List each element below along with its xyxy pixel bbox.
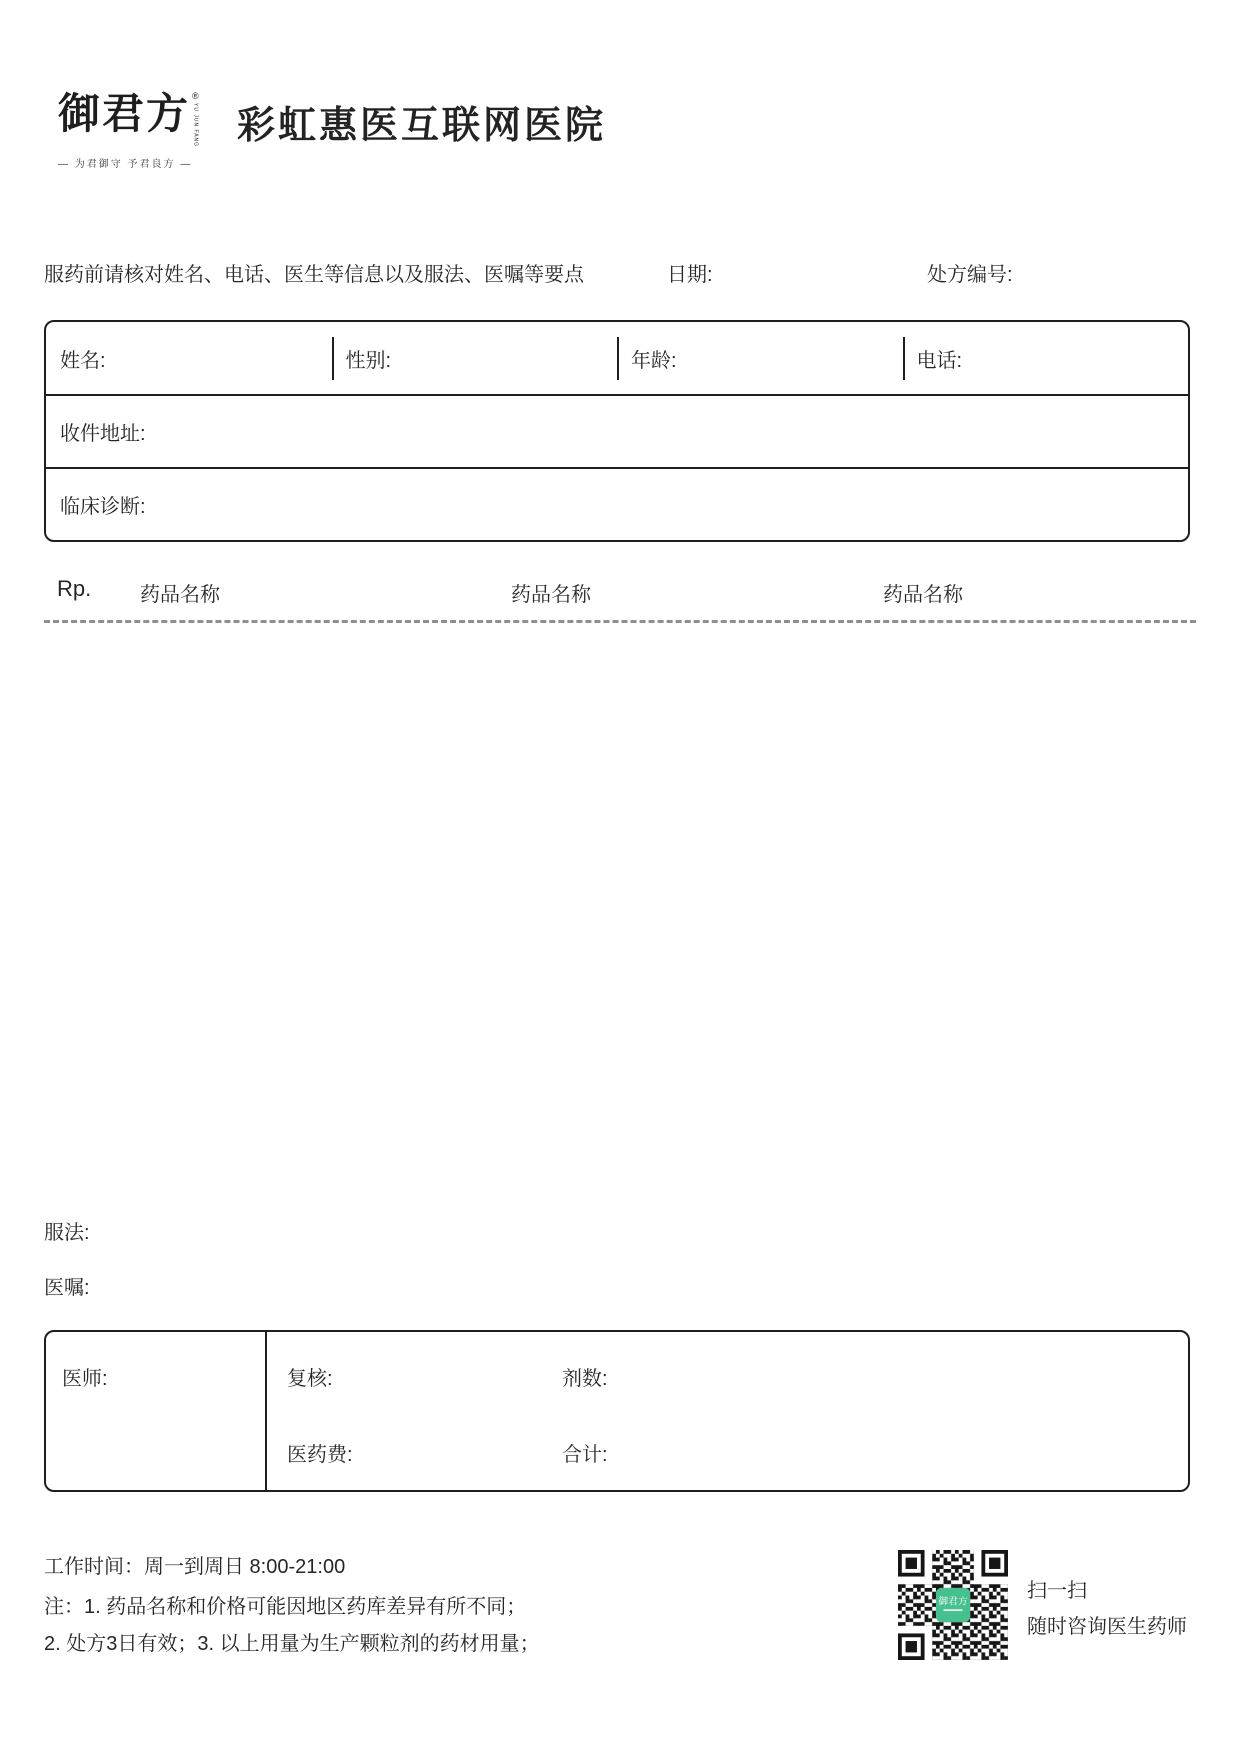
age-label: 年龄:: [631, 349, 677, 372]
rp-label: Rp.: [57, 576, 92, 601]
phone-field: [903, 322, 1189, 394]
patient-info-row-1: [46, 322, 1188, 396]
registered-trademark-icon: ®: [192, 91, 199, 101]
date-label: 日期:: [667, 264, 713, 286]
brand-trademark-block: [192, 92, 199, 147]
drug-name-column-header: 药品名称: [511, 584, 591, 606]
physician-cell: [46, 1332, 267, 1490]
qr-finder-top-right: [974, 1550, 1008, 1584]
diagnosis-label: 临床诊断:: [60, 495, 146, 518]
hospital-title: 彩虹惠医互联网医院: [237, 105, 607, 147]
diagnosis-field: [46, 469, 1188, 539]
phone-label: 电话:: [916, 349, 963, 372]
gender-field: [332, 322, 618, 394]
work-hours-text: 工作时间：周一到周日 8:00-21:00: [44, 1556, 346, 1578]
gender-label: 性别:: [345, 349, 392, 372]
name-field: [46, 322, 332, 394]
address-field: [46, 396, 1188, 469]
footer-note-line2: 2. 处方3日有效；3. 以上用量为生产颗粒剂的药材用量；: [44, 1633, 540, 1655]
review-fee-cell: [267, 1332, 1188, 1490]
qr-code: [898, 1550, 1008, 1660]
usage-label: 服法:: [44, 1222, 90, 1244]
rx-number-label: 处方编号:: [927, 264, 1013, 286]
brand-logo-text: 御君方: [58, 92, 191, 138]
age-field: [617, 322, 903, 394]
brand-tagline: — 为君御守 予君良方 —: [58, 159, 193, 171]
signature-box: [44, 1330, 1190, 1492]
drug-list-area: [44, 632, 1196, 1202]
qr-finder-top-left: [898, 1550, 932, 1584]
qr-finder-bottom-left: [898, 1626, 932, 1660]
footer-note-line1: 注：1. 药品名称和价格可能因地区药库差异有所不同；: [44, 1596, 527, 1618]
medication-check-notice: 服药前请核对姓名、电话、医生等信息以及服法、医嘱等要点: [44, 264, 584, 286]
physician-label: 医师:: [62, 1368, 108, 1390]
address-label: 收件地址:: [60, 423, 146, 445]
medicine-fee-label: 医药费:: [287, 1444, 353, 1466]
brand-logo: [58, 92, 208, 170]
brand-pinyin-text: YU JUN FANG: [192, 103, 199, 148]
name-label: 姓名:: [60, 349, 106, 372]
drug-name-column-header: 药品名称: [883, 584, 963, 606]
qr-code-image: [898, 1550, 1008, 1660]
total-label: 合计:: [562, 1444, 608, 1466]
doses-label: 剂数:: [562, 1368, 608, 1390]
scan-description: 随时咨询医生药师: [1027, 1616, 1187, 1638]
drug-name-column-header: 药品名称: [140, 584, 220, 606]
dashed-divider: [44, 620, 1196, 623]
qr-center-logo-text: 御君方: [938, 1596, 968, 1608]
scan-label: 扫一扫: [1027, 1580, 1087, 1602]
doctor-advice-label: 医嘱:: [44, 1277, 90, 1299]
review-label: 复核:: [287, 1368, 333, 1390]
patient-info-box: [44, 320, 1190, 542]
